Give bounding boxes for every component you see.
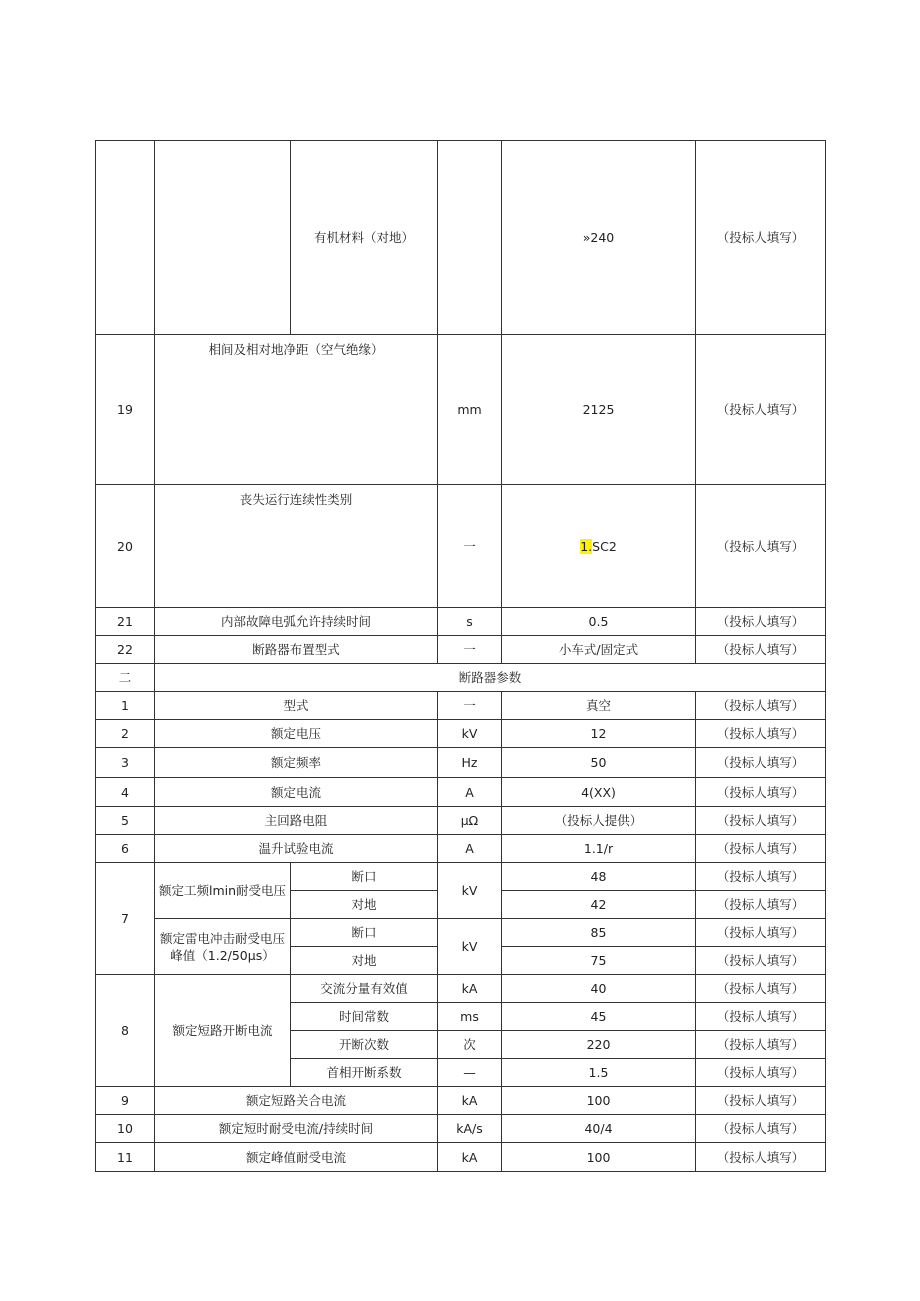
item-unit — [438, 141, 502, 335]
table-row — [96, 1143, 826, 1172]
item-subname: 断口 — [291, 863, 438, 891]
table-row — [96, 975, 826, 1003]
table-row — [96, 1087, 826, 1115]
table-row — [96, 692, 826, 720]
item-value: 85 — [502, 919, 696, 947]
table-row — [96, 919, 826, 947]
item-number: 22 — [96, 636, 155, 664]
item-name: 额定峰值耐受电流 — [155, 1143, 438, 1172]
item-name: 内部故障电弧允许持续时间 — [155, 608, 438, 636]
bidder-fill-note: （投标人填写） — [696, 891, 826, 919]
item-value: 220 — [502, 1031, 696, 1059]
item-name: 额定电压 — [155, 720, 438, 748]
table-row — [96, 807, 826, 835]
item-unit: kV — [438, 863, 502, 919]
table-row — [96, 835, 826, 863]
bidder-fill-note: （投标人填写） — [696, 1031, 826, 1059]
item-unit: kV — [438, 720, 502, 748]
item-subname: 首相开断系数 — [291, 1059, 438, 1087]
item-name — [155, 141, 291, 335]
item-number: 7 — [96, 863, 155, 975]
item-number: 9 — [96, 1087, 155, 1115]
bidder-fill-note: （投标人填写） — [696, 608, 826, 636]
item-subname: 有机材料（对地） — [291, 141, 438, 335]
bidder-fill-note: （投标人填写） — [696, 692, 826, 720]
item-name: 型式 — [155, 692, 438, 720]
item-unit: A — [438, 835, 502, 863]
section-header-row — [96, 664, 826, 692]
item-value — [502, 485, 696, 608]
item-name: 额定雷电冲击耐受电压峰值（1.2/50μs） — [155, 919, 291, 975]
item-unit: kA/s — [438, 1115, 502, 1143]
bidder-fill-note: （投标人填写） — [696, 778, 826, 807]
bidder-fill-note: （投标人填写） — [696, 947, 826, 975]
item-number: 8 — [96, 975, 155, 1087]
item-name: 额定短路关合电流 — [155, 1087, 438, 1115]
item-subname: 对地 — [291, 947, 438, 975]
item-value: 40/4 — [502, 1115, 696, 1143]
table-row — [96, 1115, 826, 1143]
item-value: 0.5 — [502, 608, 696, 636]
item-subname: 交流分量有效值 — [291, 975, 438, 1003]
item-unit: A — [438, 778, 502, 807]
item-value: 真空 — [502, 692, 696, 720]
section-title: 断路器参数 — [155, 664, 826, 692]
item-number: 2 — [96, 720, 155, 748]
item-value: 1.1/r — [502, 835, 696, 863]
bidder-fill-note: （投标人填写） — [696, 748, 826, 778]
bidder-fill-note: （投标人填写） — [696, 975, 826, 1003]
table-row — [96, 778, 826, 807]
item-name: 丧失运行连续性类别 — [155, 485, 438, 608]
item-value: 100 — [502, 1087, 696, 1115]
item-name: 温升试验电流 — [155, 835, 438, 863]
item-value: 45 — [502, 1003, 696, 1031]
bidder-fill-note: （投标人填写） — [696, 1143, 826, 1172]
bidder-fill-note: （投标人填写） — [696, 335, 826, 485]
item-number: 1 — [96, 692, 155, 720]
item-name: 额定短时耐受电流/持续时间 — [155, 1115, 438, 1143]
item-value: 50 — [502, 748, 696, 778]
item-subname: 开断次数 — [291, 1031, 438, 1059]
item-number: 20 — [96, 485, 155, 608]
table-row — [96, 863, 826, 891]
item-subname: 时间常数 — [291, 1003, 438, 1031]
item-value: »240 — [502, 141, 696, 335]
bidder-fill-note: （投标人填写） — [696, 1003, 826, 1031]
item-name: 额定电流 — [155, 778, 438, 807]
item-name: 额定短路开断电流 — [155, 975, 291, 1087]
item-unit: — — [438, 1059, 502, 1087]
bidder-fill-note: （投标人填写） — [696, 1087, 826, 1115]
item-value: 小车式/固定式 — [502, 636, 696, 664]
bidder-fill-note: （投标人填写） — [696, 1059, 826, 1087]
item-value: （投标人提供） — [502, 807, 696, 835]
item-name: 主回路电阻 — [155, 807, 438, 835]
table-row — [96, 141, 826, 335]
bidder-fill-note: （投标人填写） — [696, 485, 826, 608]
item-number: 6 — [96, 835, 155, 863]
bidder-fill-note: （投标人填写） — [696, 807, 826, 835]
item-unit: 一 — [438, 485, 502, 608]
item-name: 断路器布置型式 — [155, 636, 438, 664]
item-name: 相间及相对地净距（空气绝缘） — [155, 335, 438, 485]
item-value: 48 — [502, 863, 696, 891]
bidder-fill-note: （投标人填写） — [696, 141, 826, 335]
item-unit: kA — [438, 1087, 502, 1115]
parameter-table — [95, 140, 826, 1172]
item-number: 10 — [96, 1115, 155, 1143]
table-row — [96, 636, 826, 664]
table-row — [96, 720, 826, 748]
item-number — [96, 141, 155, 335]
item-value: 2125 — [502, 335, 696, 485]
bidder-fill-note: （投标人填写） — [696, 1115, 826, 1143]
bidder-fill-note: （投标人填写） — [696, 636, 826, 664]
item-unit: Hz — [438, 748, 502, 778]
item-number: 11 — [96, 1143, 155, 1172]
value-text: SC2 — [592, 538, 617, 554]
item-value: 12 — [502, 720, 696, 748]
bidder-fill-note: （投标人填写） — [696, 863, 826, 891]
item-value: 75 — [502, 947, 696, 975]
item-value: 4(XX) — [502, 778, 696, 807]
item-value: 100 — [502, 1143, 696, 1172]
item-subname: 对地 — [291, 891, 438, 919]
item-unit: s — [438, 608, 502, 636]
table-row — [96, 335, 826, 485]
bidder-fill-note: （投标人填写） — [696, 835, 826, 863]
item-number: 5 — [96, 807, 155, 835]
item-subname: 断口 — [291, 919, 438, 947]
item-value: 40 — [502, 975, 696, 1003]
table-row — [96, 748, 826, 778]
item-unit: 一 — [438, 636, 502, 664]
item-unit: μΩ — [438, 807, 502, 835]
item-unit: kA — [438, 975, 502, 1003]
bidder-fill-note: （投标人填写） — [696, 919, 826, 947]
table-row — [96, 608, 826, 636]
item-value: 42 — [502, 891, 696, 919]
item-unit: kA — [438, 1143, 502, 1172]
item-name: 额定工频lmin耐受电压 — [155, 863, 291, 919]
section-number: 二 — [96, 664, 155, 692]
item-number: 21 — [96, 608, 155, 636]
item-unit: ms — [438, 1003, 502, 1031]
item-unit: mm — [438, 335, 502, 485]
item-number: 4 — [96, 778, 155, 807]
table-row — [96, 485, 826, 608]
item-unit: 一 — [438, 692, 502, 720]
item-value: 1.5 — [502, 1059, 696, 1087]
item-number: 3 — [96, 748, 155, 778]
item-unit: 次 — [438, 1031, 502, 1059]
highlighted-text: 1. — [580, 538, 593, 554]
item-unit: kV — [438, 919, 502, 975]
item-number: 19 — [96, 335, 155, 485]
bidder-fill-note: （投标人填写） — [696, 720, 826, 748]
item-name: 额定频率 — [155, 748, 438, 778]
